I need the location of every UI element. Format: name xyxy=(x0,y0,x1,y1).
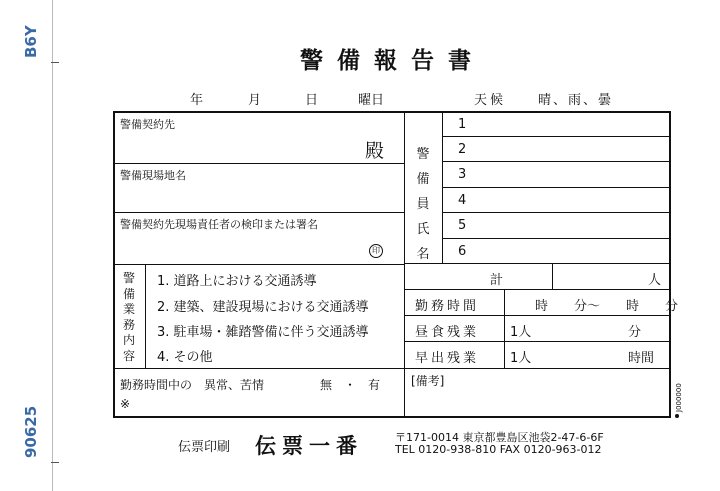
early-ot-label: 早出残業 xyxy=(415,351,480,366)
note-mark: ※ xyxy=(120,397,131,411)
divider xyxy=(442,136,671,137)
work-time-label: 勤務時間 xyxy=(415,299,480,314)
strip-tick xyxy=(51,462,59,463)
inspector-label: 警備契約先現場責任者の検印または署名 xyxy=(120,218,318,231)
guard-number: 3 xyxy=(458,167,467,182)
divider xyxy=(442,212,671,213)
publisher-phone: TEL 0120-938-810 FAX 0120-963-012 xyxy=(395,443,602,456)
person-unit: 人 xyxy=(648,273,662,288)
divider xyxy=(442,238,671,239)
strip-tick xyxy=(51,62,59,63)
divider xyxy=(113,368,671,369)
remarks-label: [備考] xyxy=(411,374,445,388)
contract-label: 警備契約先 xyxy=(120,118,175,131)
guard-label-text: 警備員氏名 xyxy=(416,147,430,262)
date-year: 年 xyxy=(190,93,204,108)
duty-label xyxy=(121,271,137,364)
publisher-small: 伝票印刷 xyxy=(178,440,231,455)
duty-item: 1. 道路上における交通誘導 xyxy=(157,274,317,289)
work-time-format: 時 分〜 時 分 xyxy=(535,299,679,314)
side-code-dot xyxy=(675,414,679,418)
guard-number: 6 xyxy=(458,244,467,259)
early-ot-people: 1人 xyxy=(510,351,532,366)
divider xyxy=(145,264,146,368)
incident-label: 勤務時間中の 異常、苦情 xyxy=(120,378,265,392)
divider xyxy=(113,212,404,213)
guard-number: 5 xyxy=(458,218,467,233)
publisher-logo: 伝票一番 xyxy=(255,433,363,458)
divider xyxy=(404,111,405,418)
date-day: 日 xyxy=(305,93,319,108)
date-weekday: 曜日 xyxy=(358,93,385,108)
guard-number: 1 xyxy=(458,117,467,132)
lunch-ot-people: 1人 xyxy=(510,325,532,340)
total-label: 計 xyxy=(490,273,504,288)
duty-item: 2. 建築、建設現場における交通誘導 xyxy=(157,300,369,315)
divider xyxy=(504,289,505,368)
divider xyxy=(113,163,404,164)
guard-number: 4 xyxy=(458,193,467,208)
lunch-ot-label: 昼食残業 xyxy=(415,325,480,340)
divider xyxy=(442,187,671,188)
side-code: J000000 xyxy=(675,383,683,412)
publisher-address: 〒171-0014 東京都豊島区池袋2-47-6-6F xyxy=(395,431,604,444)
weather-options: 晴、雨、曇 xyxy=(538,93,614,108)
duty-label-text: 警備業務内容 xyxy=(122,271,135,363)
guard-label xyxy=(415,142,431,267)
site-label: 警備現場地名 xyxy=(120,169,186,182)
incident-options: 無 ・ 有 xyxy=(320,378,381,392)
divider xyxy=(404,289,671,290)
duty-item: 3. 駐車場・雑踏警備に伴う交通誘導 xyxy=(157,325,369,340)
divider xyxy=(113,264,404,265)
early-ot-unit: 時間 xyxy=(628,351,655,366)
seal-mark: 印 xyxy=(369,244,383,258)
duty-item: 4. その他 xyxy=(157,350,213,365)
form-size-label: B6Y xyxy=(22,25,40,58)
divider xyxy=(404,315,671,316)
lunch-ot-unit: 分 xyxy=(628,325,642,340)
weather-label: 天候 xyxy=(474,93,507,108)
divider xyxy=(404,263,671,264)
divider xyxy=(552,263,553,289)
form-number-label: 90625 xyxy=(22,405,40,458)
date-month: 月 xyxy=(248,93,262,108)
form-title: 警備報告書 xyxy=(300,47,485,74)
divider xyxy=(442,161,671,162)
divider xyxy=(404,341,671,342)
guard-number: 2 xyxy=(458,142,467,157)
honorific: 殿 xyxy=(365,140,385,162)
